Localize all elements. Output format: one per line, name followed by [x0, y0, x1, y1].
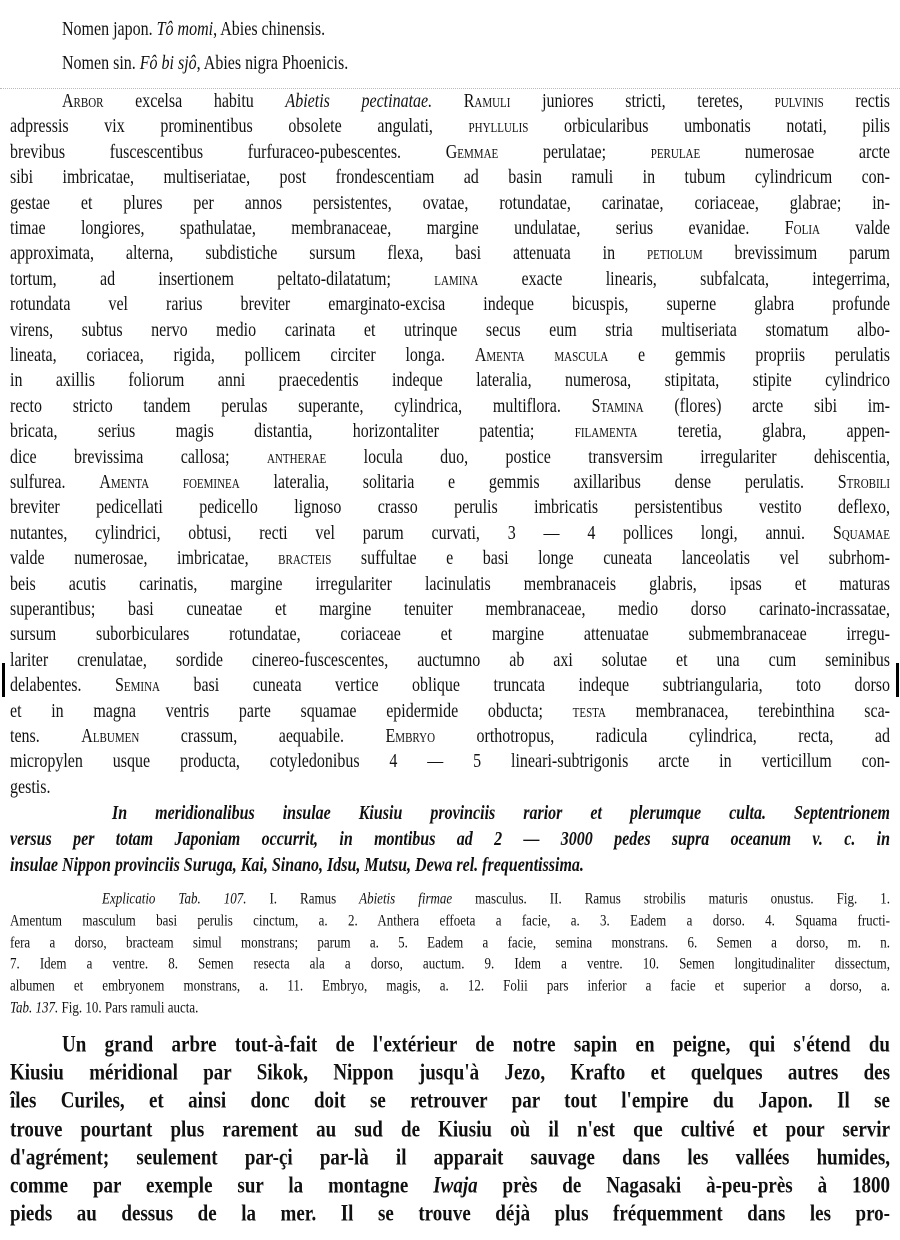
text-run: , Abies chinensis.: [213, 19, 326, 40]
description-line: [10, 421, 890, 443]
text-run: orthotropus, radicula cylindrica, recta, ad: [435, 726, 890, 747]
description-line: [10, 294, 890, 316]
text-run: adpressis vix prominentibus obsolete angulati,: [10, 116, 469, 138]
text-run: Fig. 10. Pars ramuli aucta.: [58, 998, 199, 1017]
text-run: valde numerosae, imbricatae,: [10, 548, 279, 569]
french-line: [10, 1088, 890, 1115]
description-line: [10, 396, 890, 418]
description-line: [10, 599, 890, 621]
italic-text: Iwaja: [433, 1173, 478, 1199]
text-run: sibi imbricatae, multiseriatae, post frondescentiam ad basin ramuli in tubum cylindricum con-: [10, 167, 890, 188]
text-run: suffultae e basi longe cuneata lanceolatis vel subrhom-: [331, 548, 891, 569]
text-run: juniores stricti, teretes,: [510, 91, 775, 112]
text-run: lineata, coriacea, rigida, pollicem circiter longa.: [10, 345, 475, 366]
text-run: 7. Idem a ventre. 8. Semen resecta ala a dorso, auctum. 9. Idem a ventre. 10. Semen longitudinaliter dissectum,: [10, 954, 890, 973]
text-run: Kiusiu méridional par Sikok, Nippon jusqu'à Jezo, Krafto et quelques autres des: [10, 1060, 890, 1086]
text-run: virens, subtus nervo medio carinata et utrinque secus eum stria multiseriata stomatum albo-: [10, 319, 890, 341]
small-caps-term: antherae: [266, 446, 327, 468]
italic-text: Tab. 137.: [10, 998, 59, 1017]
text-run: nutantes, cylindrici, obtusi, recti vel parum curvati, 3 — 4 pollices longi, annui.: [10, 522, 833, 544]
small-caps-term: Ramuli: [463, 91, 511, 112]
french-line: [10, 1173, 890, 1200]
text-run: d'agrément; seulement par-çi par-là il apparait sauvage dans les vallées humides,: [10, 1144, 890, 1171]
text-run: lariter crenulatae, sordide cinereo-fuscescentes, auctumno ab axi solutae et una cum seminibus: [10, 649, 890, 671]
description-line: [10, 269, 890, 291]
text-run: valde: [819, 218, 890, 239]
description-line: [10, 116, 890, 138]
description-line: [10, 777, 890, 799]
small-caps-term: testa: [572, 700, 606, 722]
text-run: crassum, aequabile.: [139, 726, 386, 747]
description-line: [10, 320, 890, 342]
description-line: [10, 243, 890, 265]
small-caps-term: Stamina: [591, 395, 644, 417]
distribution-line: [10, 829, 890, 851]
text-run: Un grand arbre tout-à-fait de l'extérieur de notre sapin en peigne, qui s'étend du: [62, 1032, 890, 1058]
description-line: [10, 167, 890, 189]
text-run: recto stricto tandem perulas superante, cylindrica, multiflora.: [10, 395, 592, 417]
small-caps-term: Amenta mascula: [474, 345, 609, 366]
small-caps-term: bracteis: [278, 548, 332, 569]
text-run: sulfurea.: [10, 472, 100, 493]
text-run: gestae et plures per annos persistentes, ovatae, rotundatae, carinatae, coriaceae, glabrae; in-: [10, 192, 890, 214]
text-run: I. Ramus: [246, 889, 360, 908]
text-run: pieds au dessus de la mer. Il se trouve déjà plus fréquemment dans les pro-: [10, 1201, 890, 1227]
text-run: (flores) arcte sibi im-: [643, 395, 891, 417]
text-run: brevissimum parum: [702, 243, 890, 265]
text-run: près de Nagasaki à-peu-près à 1800: [477, 1173, 890, 1199]
description-line: [10, 142, 890, 164]
text-run: delabentes.: [10, 675, 116, 696]
name-line: [62, 19, 890, 41]
text-run: îles Curiles, et ainsi donc doit se retrouver par tout l'empire du Japon. Il se: [10, 1088, 890, 1115]
text-run: tens.: [10, 726, 82, 747]
text-run: in axillis foliorum anni praecedentis indeque lateralia, numerosa, stipitata, stipite cylindrico: [10, 370, 890, 392]
text-run: excelsa habitu: [103, 91, 286, 112]
explicatio-line: [10, 911, 890, 931]
description-line: [10, 624, 890, 646]
distribution-line: [10, 855, 890, 877]
text-run: , Abies nigra Phoenicis.: [196, 53, 349, 74]
description-line: [10, 497, 890, 519]
description-line: [10, 447, 890, 469]
explicatio-line: [10, 998, 890, 1018]
explicatio-line: [102, 889, 890, 909]
name-line: [62, 53, 890, 75]
text-run: rotundata vel rarius breviter emarginato-excisa indeque bicuspis, superne glabra profunde: [10, 294, 890, 315]
text-run: lateralia, solitaria e gemmis axillaribus dense perulatis.: [239, 472, 838, 493]
description-line: [10, 574, 890, 596]
text-run: e gemmis propriis perulatis: [608, 345, 890, 366]
small-caps-term: phyllulis: [468, 116, 529, 138]
text-run: comme par exemple sur la montagne: [10, 1173, 434, 1199]
description-line: [10, 548, 890, 570]
french-line: [10, 1145, 890, 1172]
italic-text: Abietis firmae: [359, 889, 453, 908]
text-run: rectis: [823, 91, 890, 112]
small-caps-term: lamina: [434, 268, 479, 290]
text-run: micropylen usque producta, cotyledonibus 4 — 5 lineari-subtrigonis arcte in verticillum con-: [10, 751, 890, 773]
text-run: perulatae;: [498, 141, 651, 163]
text-run: orbicularibus umbonatis notati, pilis: [528, 116, 890, 138]
text-run: tortum, ad insertionem peltato-dilatatum;: [10, 268, 435, 290]
small-caps-term: petiolum: [647, 243, 703, 265]
text-run: membranacea, terebinthina sca-: [605, 700, 891, 722]
text-run: superantibus; basi cuneatae et margine tenuiter membranaceae, medio dorso carinato-incrassatae,: [10, 599, 890, 620]
text-run: masculus. II. Ramus strobilis maturis onustus. Fig. 1.: [452, 889, 890, 908]
description-line: [10, 345, 890, 367]
description-line: [10, 370, 890, 392]
text-run: et in magna ventris parte squamae epidermide obducta;: [10, 700, 573, 722]
french-line: [10, 1060, 890, 1087]
italic-text: Fô bi sjô: [139, 53, 197, 74]
description-line: [10, 472, 890, 494]
small-caps-term: Squamae: [832, 522, 890, 544]
text-run: exacte linearis, subfalcata, integerrima,: [478, 268, 890, 290]
text-run: dice brevissima callosa;: [10, 446, 267, 468]
text-run: brevibus fuscescentibus furfuraceo-pubescentes.: [10, 141, 446, 163]
description-line: [10, 193, 890, 215]
text-run: timae longiores, spathulatae, membranaceae, margine undulatae, serius evanidae.: [10, 218, 785, 239]
text-run: trouve pourtant plus rarement au sud de Kiusiu où il n'est que cultivé et pour servir: [10, 1116, 890, 1143]
small-caps-term: Amenta foeminea: [99, 472, 240, 493]
description-line: [10, 218, 890, 240]
small-caps-term: Albumen: [81, 726, 140, 747]
italic-text: versus per totam Japoniam occurrit, in montibus ad 2 — 3000 pedes supra oceanum v. c. in: [10, 828, 890, 850]
text-run: basi cuneata vertice oblique truncata indeque subtriangularia, toto dorso: [159, 675, 890, 696]
description-line: [10, 675, 890, 697]
explicatio-line: [10, 976, 890, 996]
explicatio-line: [10, 933, 890, 953]
small-caps-term: Semina: [115, 675, 160, 696]
text-run: numerosae arcte: [700, 141, 890, 163]
text-run: Nomen japon.: [62, 19, 157, 40]
small-caps-term: Arbor: [62, 91, 104, 112]
description-line: [62, 91, 890, 113]
text-run: sursum suborbiculares rotundatae, coriaceae et margine attenuatae submembranaceae irregu-: [10, 624, 890, 646]
italic-text: In meridionalibus insulae Kiusiu provinciis rarior et plerumque culta. Septentrionem: [112, 803, 890, 824]
description-line: [10, 701, 890, 723]
margin-mark: [896, 663, 899, 697]
description-line: [10, 523, 890, 545]
small-caps-term: Gemmae: [445, 141, 499, 163]
description-line: [10, 726, 890, 748]
description-line: [10, 751, 890, 773]
distribution-line: [112, 803, 890, 825]
small-caps-term: perulae: [650, 141, 701, 163]
small-caps-term: Strobili: [837, 472, 891, 493]
text-run: locula duo, postice transversim irregulariter dehiscentia,: [326, 446, 890, 468]
text-run: approximata, alterna, subdistiche sursum flexa, basi attenuata in: [10, 243, 647, 265]
text-run: gestis.: [10, 776, 51, 798]
small-caps-term: pulvinis: [774, 91, 824, 112]
text-run: fera a dorso, bracteam simul monstrans; parum a. 5. Eadem a facie, semina monstrans. 6. Semen a dorso, m. n.: [10, 932, 890, 951]
text-run: teretia, glabra, appen-: [637, 421, 890, 442]
text-run: Nomen sin.: [62, 53, 140, 74]
french-line: [10, 1201, 890, 1228]
text-run: Amentum masculum basi perulis cinctum, a. 2. Anthera effoeta a facie, a. 3. Eadem a dorso. 4. Squama fructi-: [10, 910, 890, 930]
italic-text: Tô momi: [156, 19, 214, 40]
explicatio-line: [10, 954, 890, 974]
small-caps-term: Embryo: [385, 726, 436, 747]
text-run: bricata, serius magis distantia, horizontaliter patentia;: [10, 421, 575, 442]
small-caps-term: Folia: [784, 218, 820, 239]
italic-text: insulae Nippon provinciis Suruga, Kai, Sinano, Idsu, Mutsu, Dewa rel. frequentissima.: [10, 854, 584, 876]
margin-mark: [2, 663, 5, 697]
italic-text: Abietis pectinatae.: [285, 91, 433, 112]
text-run: beis acutis carinatis, margine irregulariter lacinulatis membranaceis glabris, ipsas et maturas: [10, 573, 890, 595]
description-line: [10, 650, 890, 672]
text-run: breviter pedicellati pedicello lignoso crasso perulis imbricatis persistentibus vestito deflexo,: [10, 497, 890, 519]
italic-text: Explicatio Tab. 107.: [102, 889, 247, 908]
french-line: [62, 1032, 890, 1059]
divider: [0, 88, 900, 89]
small-caps-term: filamenta: [574, 421, 638, 442]
text-run: [432, 91, 464, 112]
french-line: [10, 1117, 890, 1144]
text-run: albumen et embryonem monstrans, a. 11. Embryo, magis, a. 12. Folii pars inferior a facie et superior a dorso, a.: [10, 976, 890, 995]
